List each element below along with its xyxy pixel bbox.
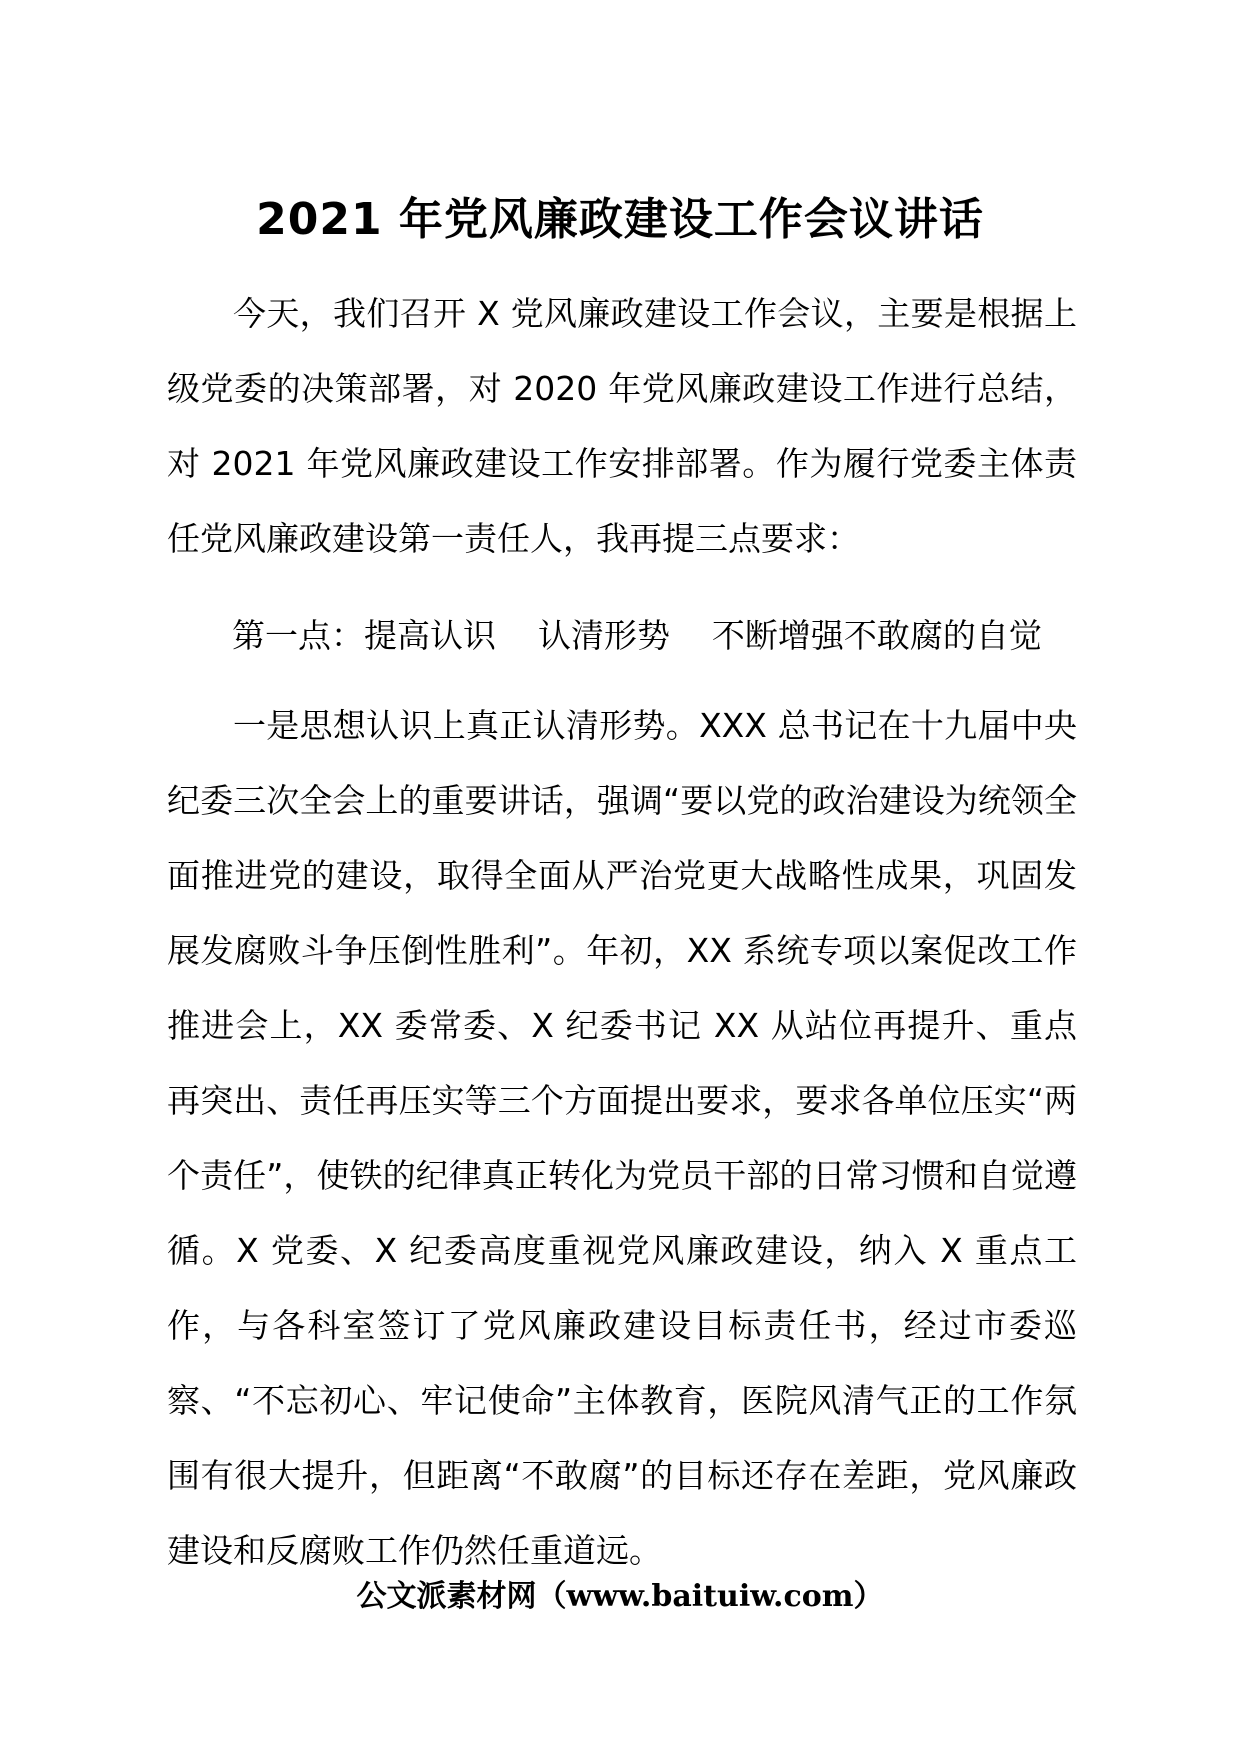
- section-heading: 第一点：提高认识 认清形势 不断增强不敢腐的自觉: [232, 616, 1042, 655]
- footer-watermark: 公文派素材网（www.baituiw.com）: [356, 1579, 884, 1614]
- document-title: 2021 年党风廉政建设工作会议讲话: [256, 194, 984, 245]
- body-paragraph-block: [167, 688, 1077, 1588]
- intro-paragraph: 今天，我们召开 X 党风廉政建设工作会议，主要是根据上级党委的决策部署，对 2020 年党风廉政建设工作进行总结，对 2021 年党风廉政建设工作安排部署。作为履行党委主体责任党风廉政建设第一责任人，我再提三点要求：: [167, 294, 1077, 558]
- intro-paragraph-block: [167, 276, 1077, 576]
- body-paragraph: 一是思想认识上真正认清形势。XXX 总书记在十九届中央纪委三次全会上的重要讲话，强调“要以党的政治建设为统领全面推进党的建设，取得全面从严治党更大战略性成果，巩固发展发腐败斗争压倒性胜利”。年初，XX 系统专项以案促改工作推进会上，XX 委常委、X 纪委书记 XX 从站位再提升、重点再突出、责任再压实等三个方面提出要求，要求各单位压实“两个责任”，使铁的纪律真正转化为党员干部的日常习惯和自觉遵循。X 党委、X 纪委高度重视党风廉政建设，纳入 X 重点工作，与各科室签订了党风廉政建设目标责任书，经过市委巡察、“不忘初心、牢记使命”主体教育，医院风清气正的工作氛围有很大提升，但距离“不敢腐”的目标还存在差距，党风廉政建设和反腐败工作仍然任重道远。: [167, 706, 1077, 1570]
